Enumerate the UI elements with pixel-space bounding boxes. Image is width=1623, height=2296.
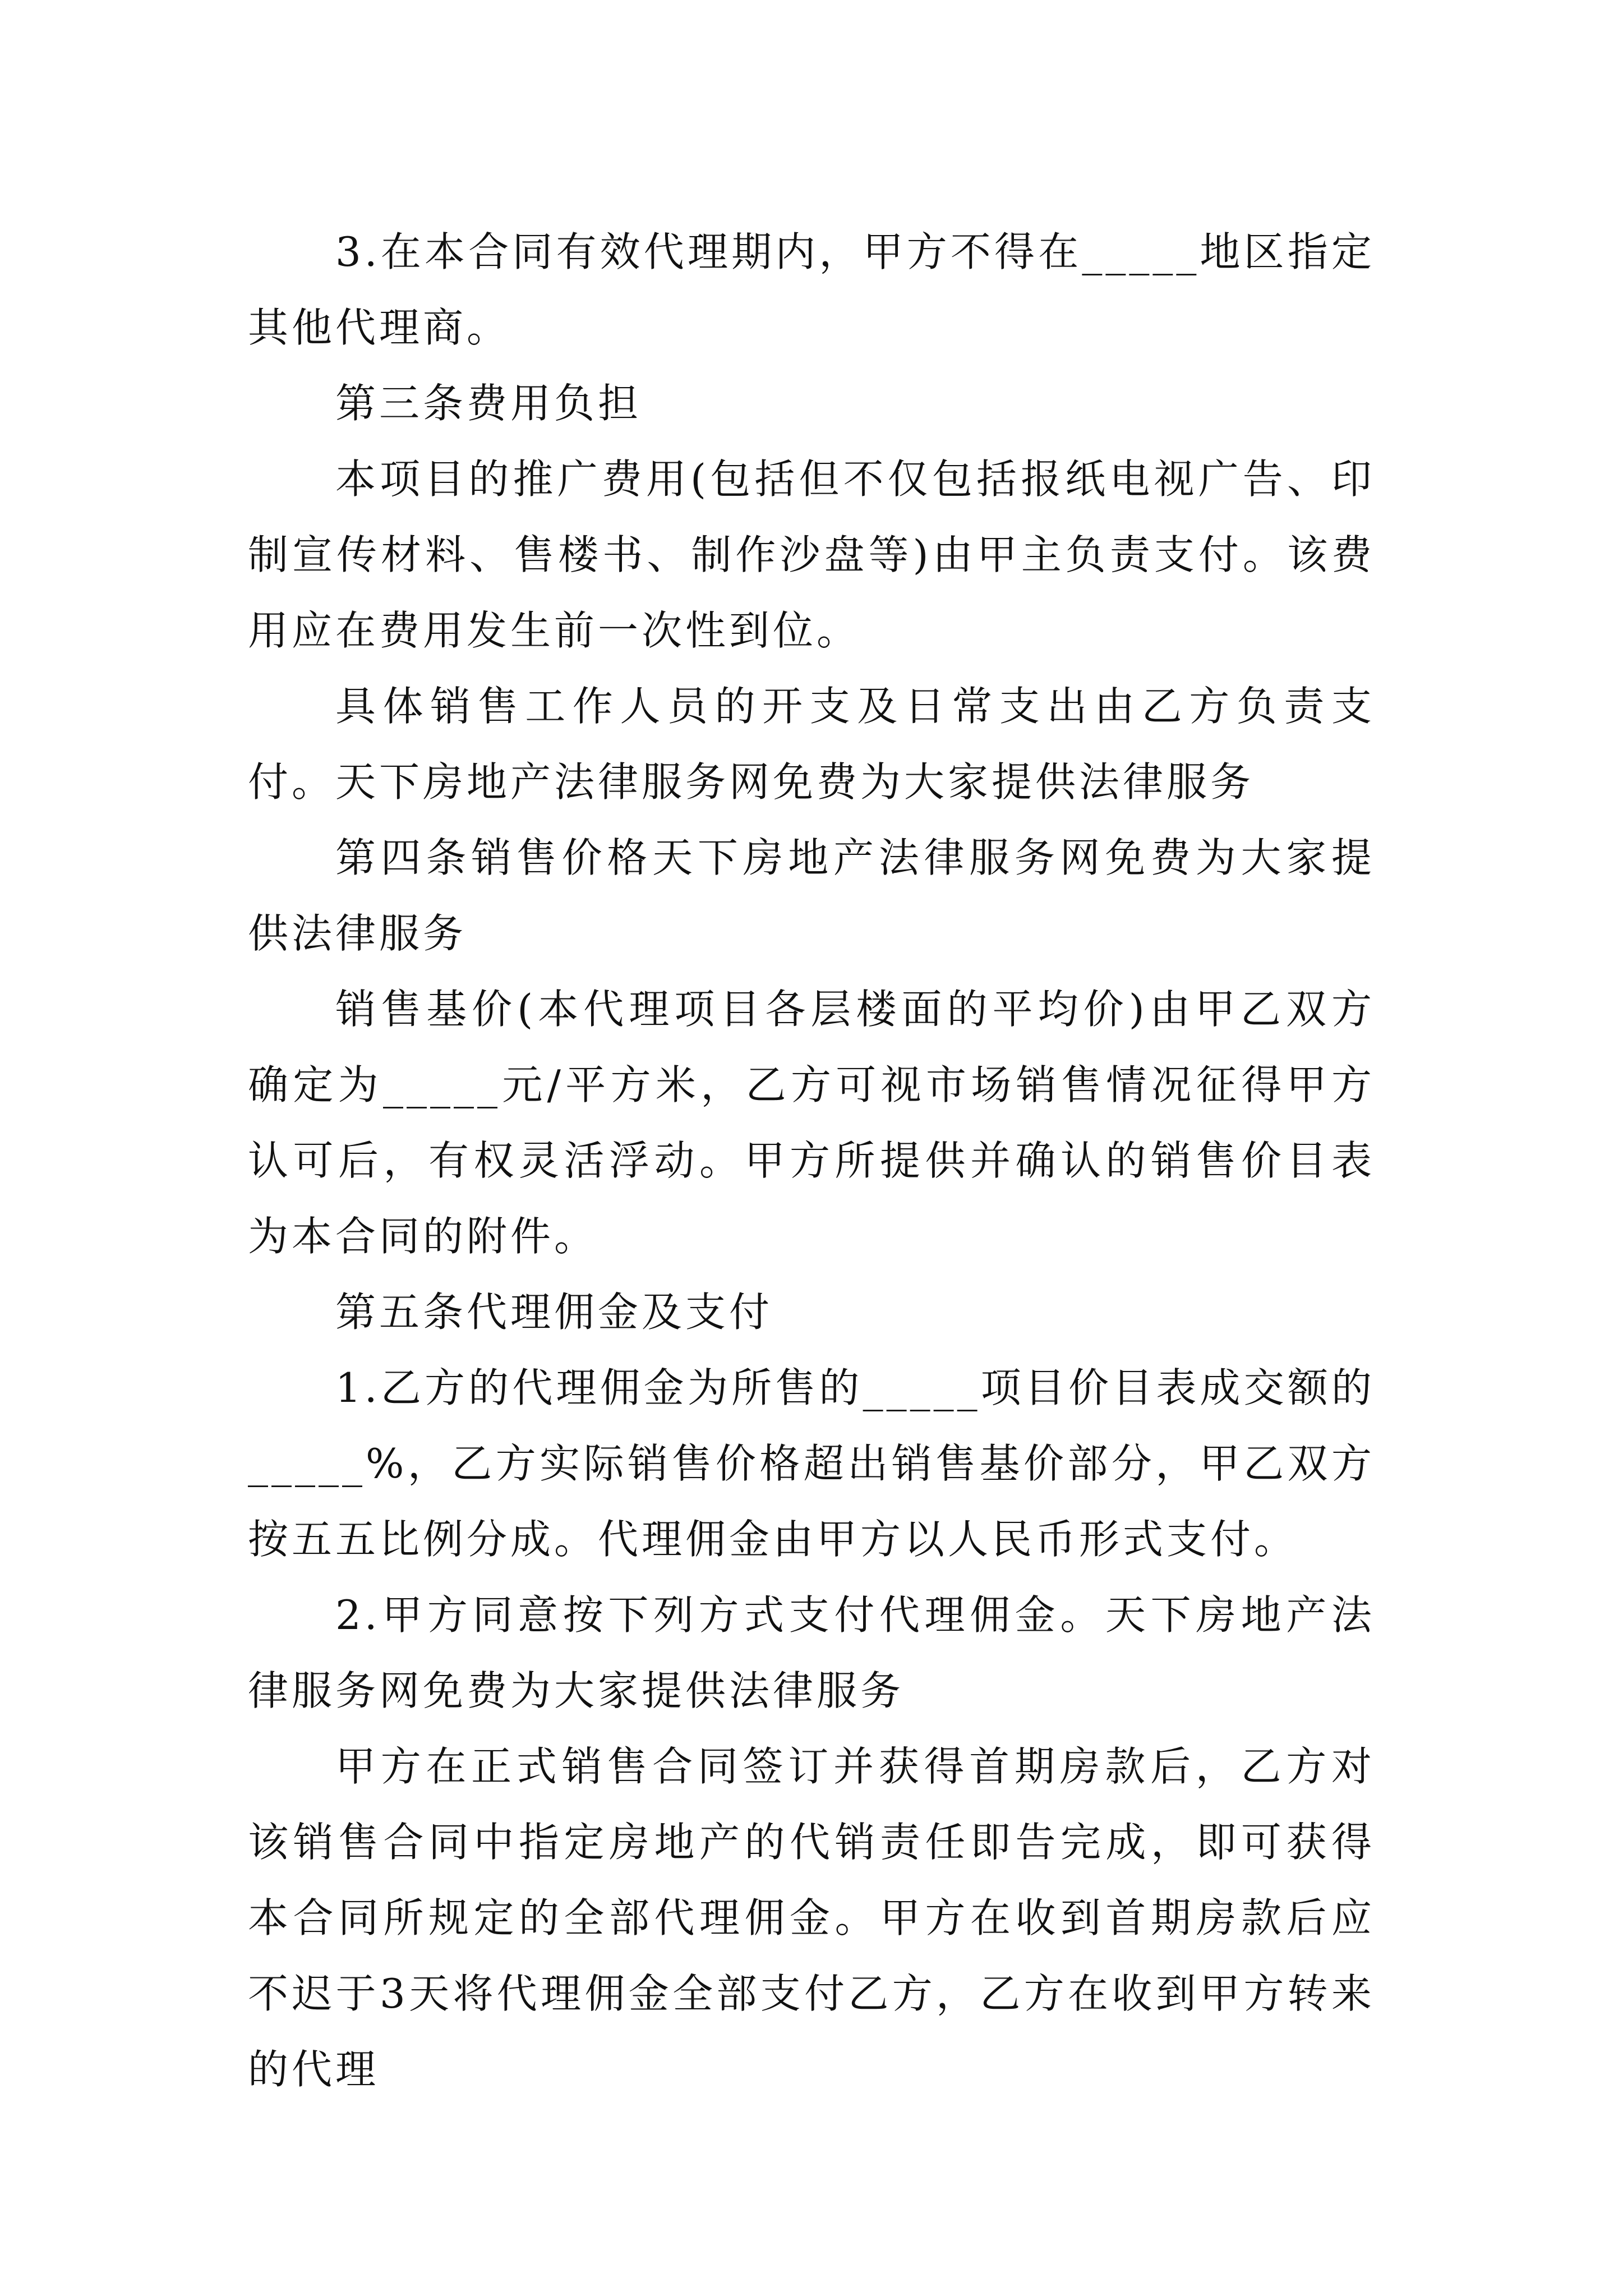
heading-article-3: 第三条费用负担 bbox=[335, 380, 642, 427]
paragraph-payment-method: 2.甲方同意按下列方式支付代理佣金。天下房地产法律服务网免费为大家提供法律服务 bbox=[248, 1591, 1375, 1714]
paragraph-commission-rate: 1.乙方的代理佣金为所售的_____项目价目表成交额的_____%，乙方实际销售价格超出销售基价部分，甲乙双方按五五比例分成。代理佣金由甲方以人民币形式支付。 bbox=[248, 1364, 1375, 1563]
paragraph-payment-terms: 甲方在正式销售合同签订并获得首期房款后，乙方对该销售合同中指定房地产的代销责任即告完成，即可获得本合同所规定的全部代理佣金。甲方在收到首期房款后应不迟于3天将代理佣金全部支付乙方，乙方在收到甲方转来的代理 bbox=[248, 1743, 1375, 2093]
paragraph-base-price: 销售基价(本代理项目各层楼面的平均价)由甲乙双方确定为_____元/平方米，乙方可视市场销售情况征得甲方认可后，有权灵活浮动。甲方所提供并确认的销售价目表为本合同的附件。 bbox=[248, 986, 1375, 1260]
paragraph-promotion-costs: 本项目的推广费用(包括但不仅包括报纸电视广告、印制宣传材料、售楼书、制作沙盘等)由甲主负责支付。该费用应在费用发生前一次性到位。 bbox=[248, 455, 1375, 654]
contract-body bbox=[248, 214, 1375, 2108]
heading-article-4: 第四条销售价格天下房地产法律服务网免费为大家提供法律服务 bbox=[248, 834, 1375, 957]
paragraph-exclusive-agency: 3.在本合同有效代理期内，甲方不得在_____地区指定其他代理商。 bbox=[248, 228, 1375, 351]
paragraph-staff-costs: 具体销售工作人员的开支及日常支出由乙方负责支付。天下房地产法律服务网免费为大家提供法律服务 bbox=[248, 683, 1375, 806]
heading-article-5: 第五条代理佣金及支付 bbox=[335, 1289, 773, 1336]
